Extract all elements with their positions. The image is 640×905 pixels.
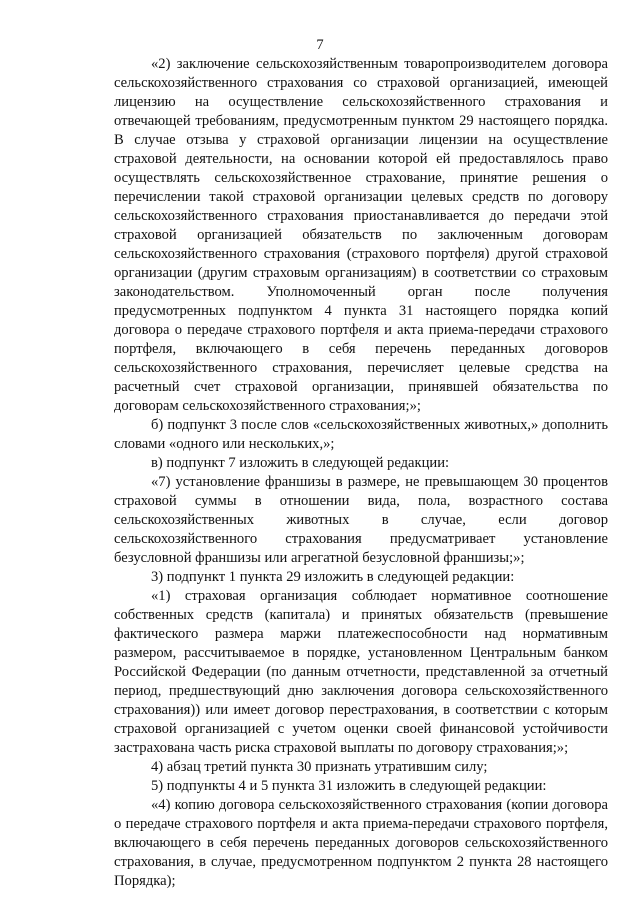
paragraph-amendment-v: в) подпункт 7 изложить в следующей редакции:	[151, 455, 450, 471]
paragraph-subitem-1-text: «1) страховая организация соблюдает нормативное соотношение собственных средств (капитала) и принятых обязательств (превышение фактического размера маржи платежеспособности над нормативным размером, рассчитываемое в порядке, установленном Центральным банком Российской Федерации (по данным отчетности, представленной за отчетный период, предшествующий дню заключения договора сельскохозяйственного страхования)) или имеет договор перестрахования, в соответствии с которым страховой организацией с учетом оценки своей финансовой устойчивости застрахована часть риска страховой выплаты по договору страхования;»;	[114, 588, 608, 756]
page-number: 7	[316, 37, 324, 53]
document-body	[114, 55, 608, 891]
paragraph-amendment-4: 4) абзац третий пункта 30 признать утратившим силу;	[151, 759, 488, 775]
paragraph-amendment-b: б) подпункт 3 после слов «сельскохозяйственных животных,» дополнить словами «одного или нескольких,»;	[114, 417, 608, 452]
paragraph-subitem-4-text: «4) копию договора сельскохозяйственного страхования (копии договора о передаче страхового портфеля и акта приема-передачи страхового портфеля, включающего в себя перечень переданных договоров сельскохозяйственного страхования, в случае, предусмотренном подпунктом 2 пункта 28 настоящего Порядка);	[114, 797, 608, 889]
paragraph-amendment-5: 5) подпункты 4 и 5 пункта 31 изложить в следующей редакции:	[151, 778, 547, 794]
paragraph-amendment-subitem-2: «2) заключение сельскохозяйственным товаропроизводителем договора сельскохозяйственного страхования со страховой организацией, имеющей лицензию на осуществление сельскохозяйственного страхования и отвечающей требованиям, предусмотренным пунктом 29 настоящего порядка. В случае отзыва у страховой организации лицензии на осуществление страховой деятельности, на основании которой ей предоставлялось право осуществлять сельскохозяйственное страхование, принятие решения о перечислении такой страховой организации целевых средств по договору сельскохозяйственного страхования приостанавливается до передачи этой страховой организацией обязательств по заключенным договорам сельскохозяйственного страхования (страхового портфеля) другой страховой организации (другим страховым организациям) в соответствии со страховым законодательством. Уполномоченный орган после получения предусмотренных подпунктом 4 пункта 31 настоящего порядка копий договора о передаче страхового портфеля и акта приема-передачи страхового портфеля, включающего в себя перечень переданных договоров сельскохозяйственного страхования, перечисляет целевые средства на расчетный счет страховой организации, принявшей обязательства по договорам сельскохозяйственного страхования;»;	[114, 56, 608, 414]
paragraph-amendment-3: 3) подпункт 1 пункта 29 изложить в следующей редакции:	[151, 569, 515, 585]
paragraph-subitem-7-text: «7) установление франшизы в размере, не превышающем 30 процентов страховой суммы в отношении вида, пола, возрастного состава сельскохозяйственных животных в случае, если договор сельскохозяйственного страхования предусматривает установление безусловной франшизы или агрегатной безусловной франшизы;»;	[114, 474, 608, 566]
